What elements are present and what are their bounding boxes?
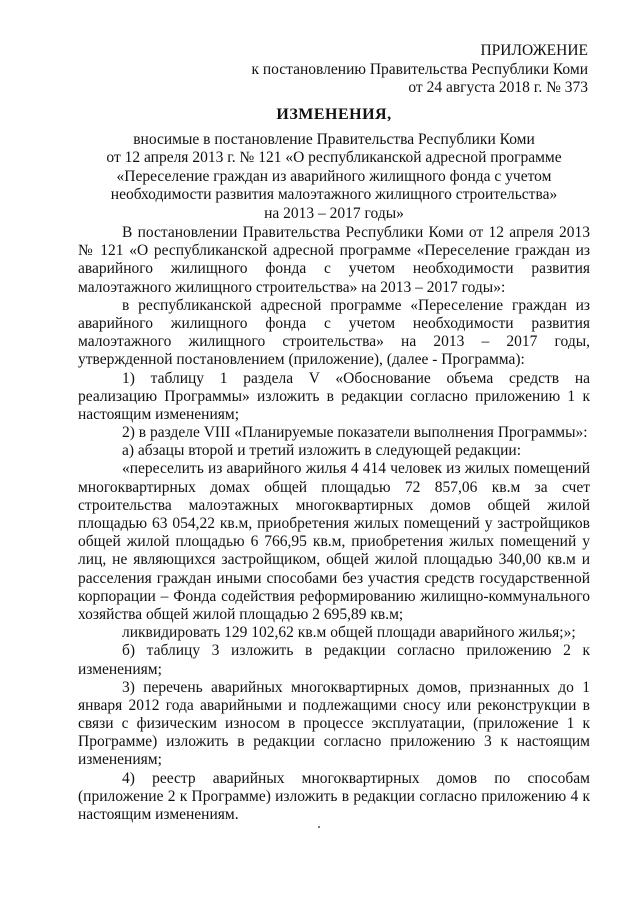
body-line: аварийного жилищного фонда с учетом необходимости развития (78, 314, 590, 332)
body-line: изменениям; (78, 751, 162, 769)
document-title (78, 106, 590, 223)
appendix-label: ПРИЛОЖЕНИЕ (480, 42, 588, 59)
body-line: января 2012 года аварийными и подлежащими сносу или реконструкции в (78, 696, 590, 714)
body-line: настоящим изменениям. (78, 806, 239, 823)
body-line: аварийного жилищного фонда с учетом необходимости развития (78, 260, 590, 278)
title-heading: ИЗМЕНЕНИЯ, (276, 106, 392, 123)
body-line: изменениям; (78, 660, 162, 678)
body-line: 3) перечень аварийных многоквартирных домов, признанных до 1 (122, 678, 590, 696)
body-line: в республиканской адресной программе «Переселение граждан из (122, 296, 590, 314)
scan-speck (318, 826, 320, 828)
title-line: от 12 апреля 2013 г. № 121 «О республиканской адресной программе (106, 149, 562, 166)
body-line: 4) реестр аварийных многоквартирных домов по способам (122, 769, 590, 787)
body-line: многоквартирных домах общей площадью 72 857,06 кв.м за счет (78, 478, 590, 496)
body-line: утвержденной постановлением (приложение), (далее - Программа): (78, 351, 525, 369)
body-line: общей жилой площадью 6 766,95 кв.м, приобретения жилых помещений у (78, 533, 590, 551)
appendix-header (251, 42, 588, 98)
body-line: связи с физическим износом в процессе эксплуатации, (приложение 1 к (78, 715, 590, 733)
appendix-resolution-ref: к постановлению Правительства Республики Коми (251, 60, 588, 78)
body-line: настоящим изменениям; (78, 405, 240, 423)
body-line: малоэтажного жилищного строительства» на 2013 – 2017 годы, (78, 333, 590, 351)
body-line: площадью 63 054,22 кв.м, приобретения жилых помещений у застройщиков (78, 515, 590, 532)
body-line: корпорации – Фонда содействия реформированию жилищно-коммунального (78, 587, 590, 605)
body-line: «переселить из аварийного жилья 4 414 человек из жилых помещений (122, 460, 590, 478)
title-line: необходимости развития малоэтажного жилищного строительства» (110, 186, 558, 203)
body-line: строительства малоэтажных многоквартирных домов общей жилой (78, 496, 590, 514)
body-line: № 121 «О республиканской адресной программе «Переселение граждан из (78, 242, 590, 260)
body-line: Программе) изложить в редакции согласно приложению 3 к настоящим (78, 733, 590, 751)
body-line: 2) в разделе VIII «Планируемые показатели выполнения Программы»: (122, 424, 588, 442)
appendix-date-number: от 24 августа 2018 г. № 373 (408, 79, 588, 96)
body-line: ликвидировать 129 102,62 кв.м общей площади аварийного жилья;»; (122, 624, 576, 642)
body-line: реализацию Программы» изложить в редакции согласно приложению 1 к (78, 387, 590, 405)
document-body (78, 224, 590, 824)
body-line: (приложение 2 к Программе) изложить в редакции согласно приложению 4 к (78, 787, 590, 805)
title-line: «Переселение граждан из аварийного жилищного фонда с учетом (116, 167, 552, 185)
title-line: вносимые в постановление Правительства Республики Коми (133, 130, 535, 148)
body-line: лиц, не являющихся застройщиком, общей жилой площадью 340,00 кв.м и (78, 551, 590, 569)
body-line: малоэтажного жилищного строительства» на 2013 – 2017 годы»: (78, 278, 506, 296)
body-line: хозяйства общей жилой площадью 2 695,89 кв.м; (78, 605, 404, 623)
body-line: а) абзацы второй и третий изложить в следующей редакции: (122, 442, 522, 460)
body-line: б) таблицу 3 изложить в редакции согласно приложению 2 к (122, 642, 590, 660)
body-line: 1) таблицу 1 раздела V «Обоснование объема средств на (122, 369, 590, 387)
body-line: В постановлении Правительства Республики Коми от 12 апреля 2013 (122, 224, 590, 241)
body-line: расселения граждан иными способами без участия средств государственной (78, 569, 590, 587)
title-line: на 2013 – 2017 годы» (264, 204, 404, 222)
